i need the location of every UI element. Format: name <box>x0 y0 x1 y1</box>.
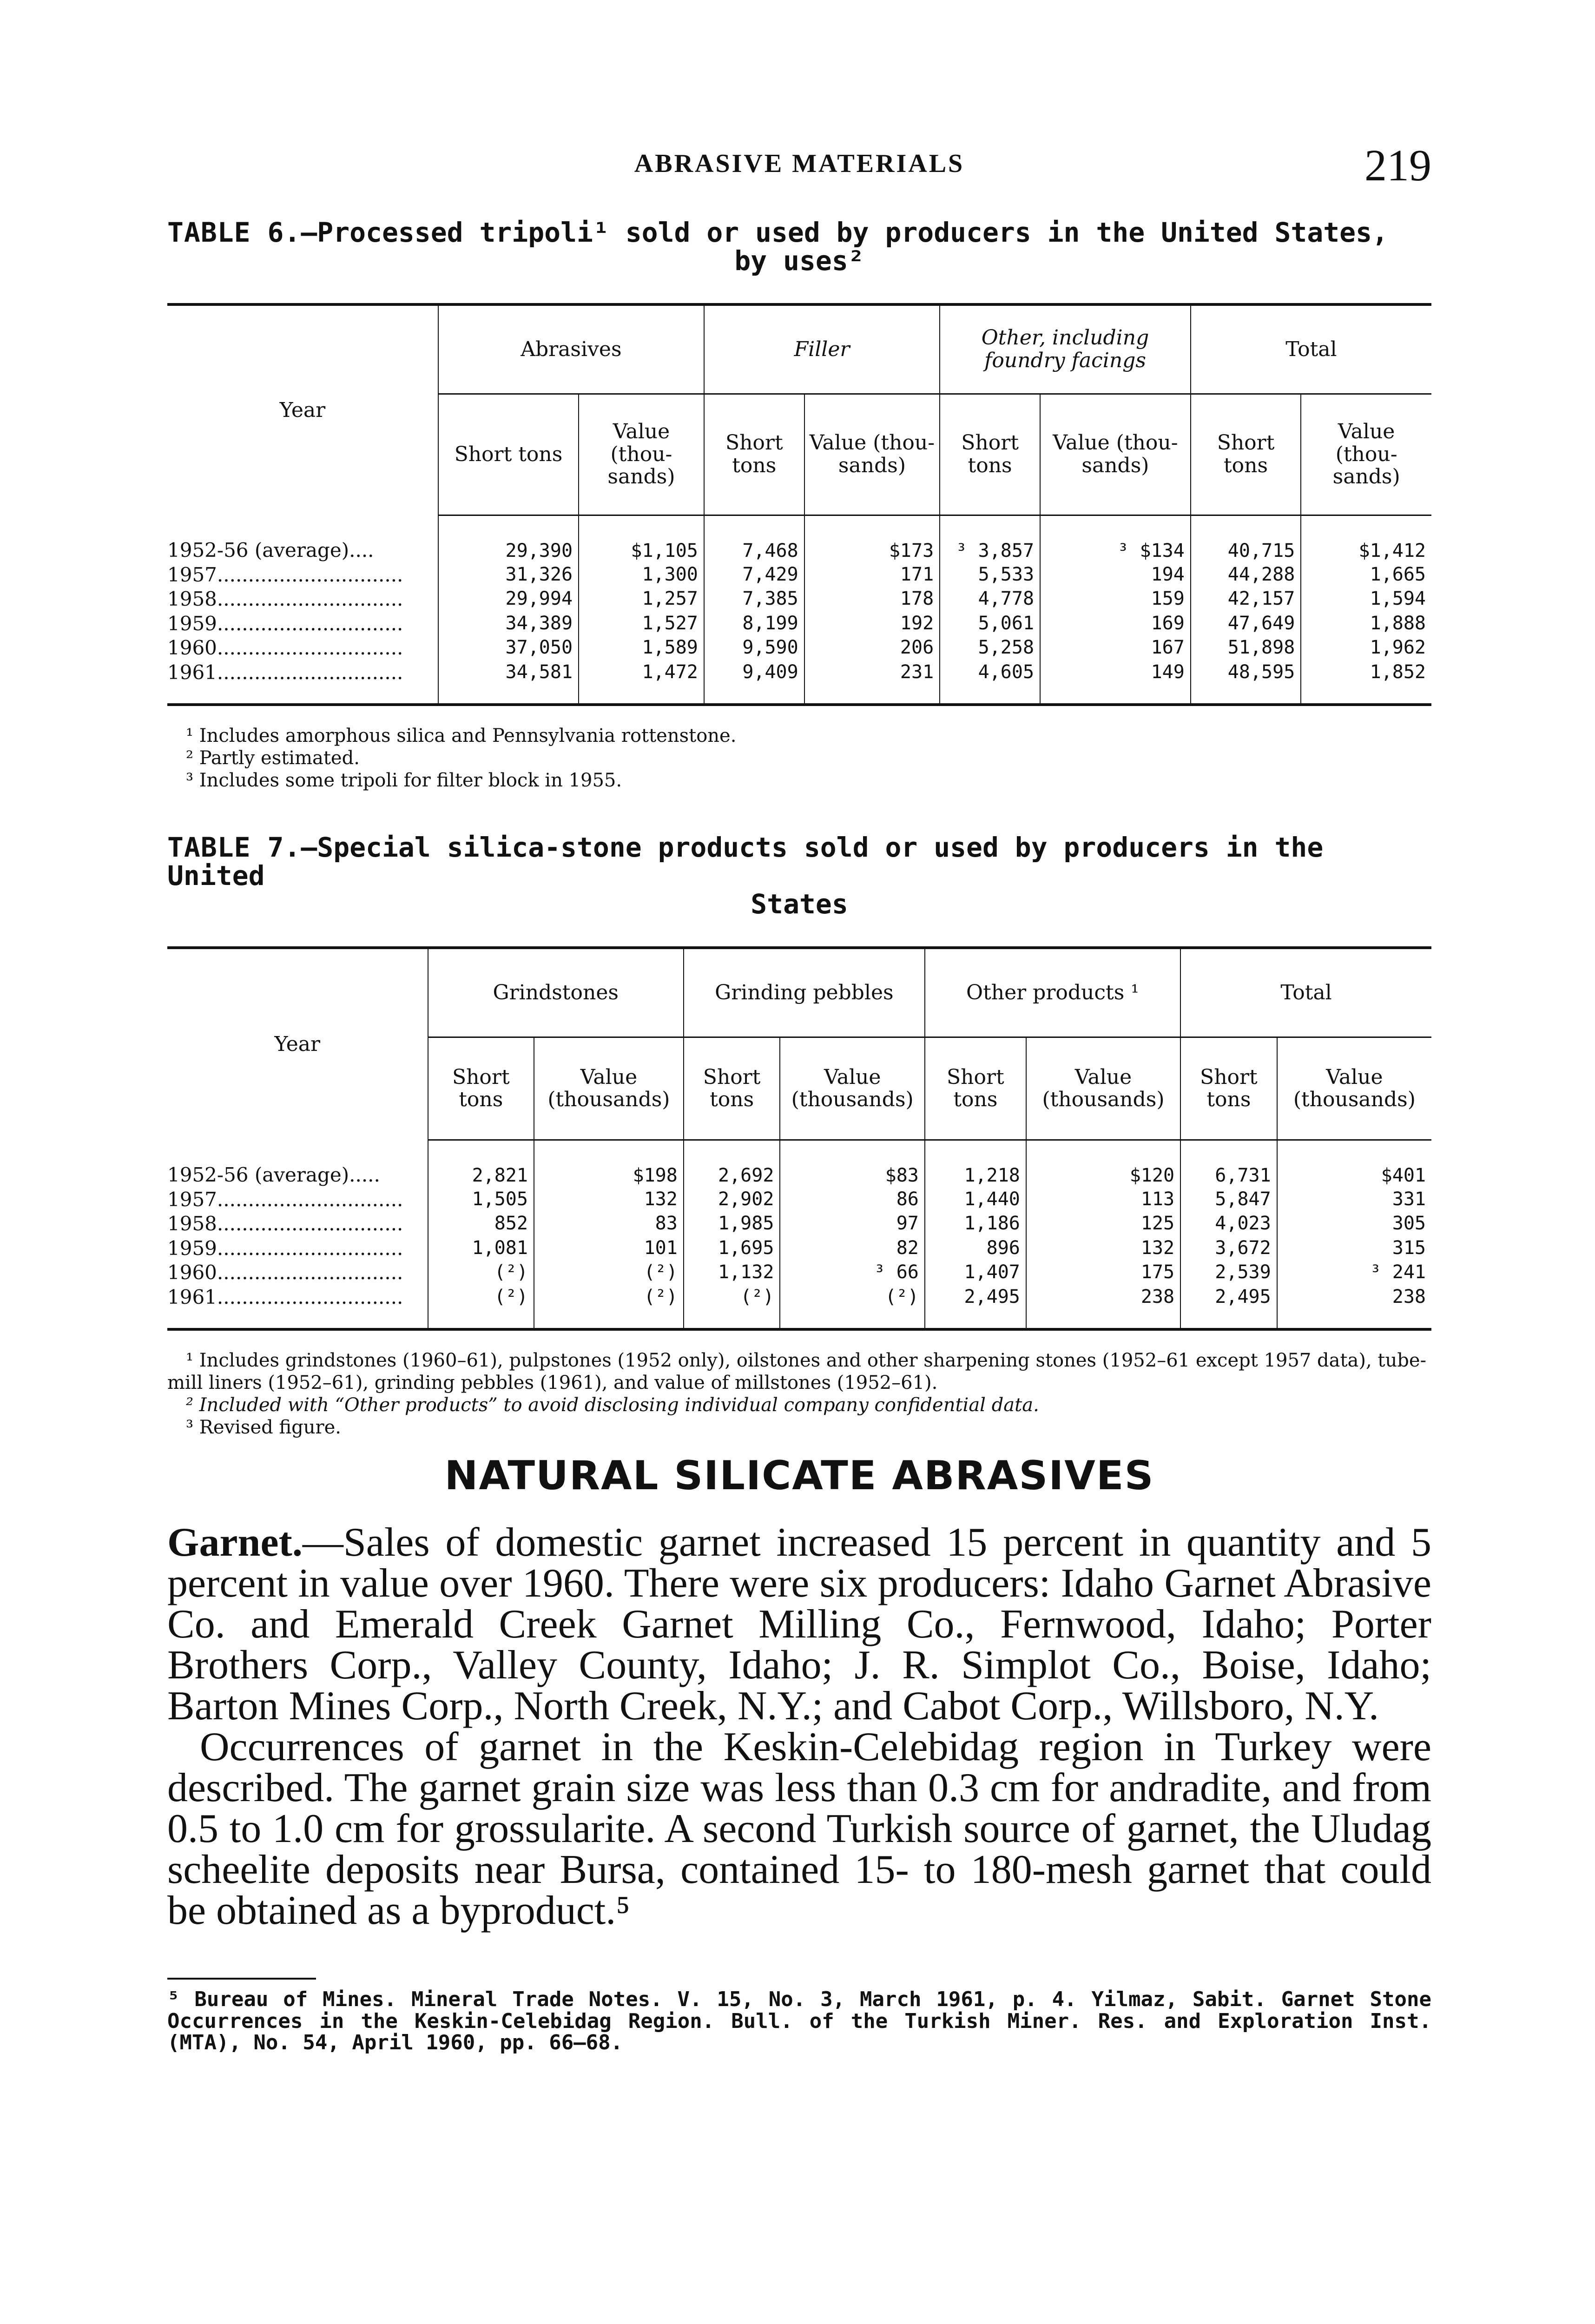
table-row <box>167 1212 1431 1236</box>
table7-sub-value: Value (thousands) <box>780 1037 924 1140</box>
table-cell: 1,505 <box>428 1188 534 1212</box>
table7-year-header: Year <box>167 948 428 1140</box>
table-cell: 171 <box>804 563 940 588</box>
table-cell: 47,649 <box>1191 612 1301 636</box>
table-cell: 159 <box>1040 587 1191 612</box>
page-number: 219 <box>1364 140 1431 190</box>
table-cell: 5,258 <box>940 636 1040 660</box>
table-cell: 1,218 <box>925 1140 1026 1188</box>
table-cell: 1,440 <box>925 1188 1026 1212</box>
footnote: ¹ Includes amorphous silica and Pennsylvania rottenstone. <box>186 725 737 747</box>
table-cell: 206 <box>804 636 940 660</box>
table-cell: 315 <box>1277 1236 1431 1261</box>
table6-sub-value: Value (thou- sands) <box>1040 394 1191 515</box>
table-cell: 1,589 <box>579 636 704 660</box>
table-cell: 1,472 <box>579 660 704 705</box>
page <box>167 139 1431 2053</box>
table7-title-line1: —Special silica-stone products sold or used by producers in the United <box>167 832 1324 892</box>
table-cell: 2,539 <box>1180 1261 1277 1285</box>
table-cell: 125 <box>1026 1212 1180 1236</box>
table-cell: 2,495 <box>1180 1285 1277 1330</box>
table-cell: 2,692 <box>684 1140 780 1188</box>
table-cell: 44,288 <box>1191 563 1301 588</box>
table-cell-year: 1959.............................. <box>167 1236 403 1260</box>
body-text <box>167 1520 1431 1934</box>
table-cell: 42,157 <box>1191 587 1301 612</box>
table-cell-year: 1960.............................. <box>167 636 403 660</box>
table-cell: 132 <box>534 1188 684 1212</box>
table-cell: 83 <box>534 1212 684 1236</box>
table-cell: 7,429 <box>704 563 804 588</box>
table-cell: 5,533 <box>940 563 1040 588</box>
table-cell: 4,605 <box>940 660 1040 705</box>
table-cell: $173 <box>804 515 940 563</box>
table-cell: 31,326 <box>438 563 579 588</box>
table-row <box>167 612 1431 636</box>
table-cell: 1,852 <box>1301 660 1431 705</box>
table6-footnotes <box>167 725 1431 792</box>
table-cell-year: 1961.............................. <box>167 660 438 705</box>
table7-label: TABLE 7. <box>167 832 301 864</box>
table-cell: $1,412 <box>1301 515 1431 563</box>
table7-sub-value: Value (thousands) <box>534 1037 684 1140</box>
table7-sub-short: Short tons <box>1180 1037 1277 1140</box>
table-cell: 1,962 <box>1301 636 1431 660</box>
table6-group-other: Other, including foundry facings <box>940 304 1191 394</box>
table7-sub-short: Short tons <box>925 1037 1026 1140</box>
table-cell-year: 1958.............................. <box>167 588 403 611</box>
table-cell: (²) <box>780 1285 924 1330</box>
table-cell: 1,594 <box>1301 587 1431 612</box>
table6-group-total: Total <box>1191 304 1431 394</box>
table-cell: 29,390 <box>438 515 579 563</box>
table-cell-year: 1952-56 (average)..... <box>167 1163 380 1187</box>
table-cell: 1,888 <box>1301 612 1431 636</box>
table-cell: 1,527 <box>579 612 704 636</box>
table-cell: 9,409 <box>704 660 804 705</box>
table6-group-filler: Filler <box>704 304 940 394</box>
table-cell-year: 1957.............................. <box>167 1188 403 1211</box>
running-head <box>167 139 1431 205</box>
table7-caption <box>167 833 1431 918</box>
table-cell: 1,407 <box>925 1261 1026 1285</box>
table-cell: 1,186 <box>925 1212 1026 1236</box>
table-cell: 167 <box>1040 636 1191 660</box>
table6-sub-short: Short tons <box>1191 394 1301 515</box>
table-row <box>167 1261 1431 1285</box>
table-cell: 2,821 <box>428 1140 534 1188</box>
table-cell: 149 <box>1040 660 1191 705</box>
table-cell: 192 <box>804 612 940 636</box>
table-cell-year: 1960.............................. <box>167 1261 403 1284</box>
table-cell: (²) <box>428 1261 534 1285</box>
table6 <box>167 303 1431 706</box>
table6-sub-value: Value (thou- sands) <box>1301 394 1431 515</box>
table6-title-line1: —Processed tripoli¹ sold or used by producers in the United States, <box>301 217 1388 248</box>
table-cell-year: 1952-56 (average).... <box>167 539 374 562</box>
table7-sub-value: Value (thousands) <box>1277 1037 1431 1140</box>
paragraph-garnet <box>167 1522 1431 1727</box>
table7-title-line2: States <box>751 888 848 920</box>
table-cell: (²) <box>534 1261 684 1285</box>
table-cell: 51,898 <box>1191 636 1301 660</box>
table6-sub-short: Short tons <box>940 394 1040 515</box>
table-cell: 1,132 <box>684 1261 780 1285</box>
footnote: ³ Revised figure. <box>186 1417 342 1439</box>
table6-sub-short: Short tons <box>438 394 579 515</box>
table-cell: ³ $134 <box>1040 515 1191 563</box>
table-row <box>167 660 1431 705</box>
table-cell: $1,105 <box>579 515 704 563</box>
table7-group-total: Total <box>1180 948 1431 1037</box>
table-cell: ³ 66 <box>780 1261 924 1285</box>
table-row <box>167 587 1431 612</box>
table-cell-year: 1958.............................. <box>167 1212 403 1235</box>
table7-group-other-products: Other products ¹ <box>925 948 1180 1037</box>
section-heading: NATURAL SILICATE ABRASIVES <box>444 1452 1154 1499</box>
table-cell: 9,590 <box>704 636 804 660</box>
table-cell: 1,985 <box>684 1212 780 1236</box>
table-cell: 169 <box>1040 612 1191 636</box>
running-title: ABRASIVE MATERIALS <box>634 149 965 178</box>
table-cell: (²) <box>428 1285 534 1330</box>
table-cell: ³ 3,857 <box>940 515 1040 563</box>
table-cell: 97 <box>780 1212 924 1236</box>
table-row <box>167 636 1431 660</box>
table-cell: 2,902 <box>684 1188 780 1212</box>
table-cell: 48,595 <box>1191 660 1301 705</box>
table7-sub-short: Short tons <box>428 1037 534 1140</box>
table-cell: 29,994 <box>438 587 579 612</box>
table-cell: 113 <box>1026 1188 1180 1212</box>
table-cell: $120 <box>1026 1140 1180 1188</box>
table-cell-year: 1957.............................. <box>167 563 403 586</box>
table-row <box>167 1236 1431 1261</box>
table-cell: 7,385 <box>704 587 804 612</box>
table-cell: 1,665 <box>1301 563 1431 588</box>
table-cell: $401 <box>1277 1140 1431 1188</box>
table-cell: $83 <box>780 1140 924 1188</box>
table-cell: 1,081 <box>428 1236 534 1261</box>
table-cell: (²) <box>684 1285 780 1330</box>
table-cell: 4,778 <box>940 587 1040 612</box>
page-footnote <box>167 1964 1431 2053</box>
table-cell: 5,061 <box>940 612 1040 636</box>
runin-heading: Garnet. <box>167 1520 303 1565</box>
table6-year-header: Year <box>167 304 438 515</box>
table-cell: $198 <box>534 1140 684 1188</box>
table-cell: 852 <box>428 1212 534 1236</box>
table-row <box>167 563 1431 588</box>
table-cell: 8,199 <box>704 612 804 636</box>
table-row <box>167 1140 1431 1188</box>
paragraph-text: —Sales of domestic garnet increased 15 percent in quantity and 5 percent in value over 1960. There were six producers: Idaho Garnet Abrasive Co. and Emerald Creek Garnet Milling Co., Fernwood, Idaho; Porter Brothers Corp., Valley County, Idaho; J. R. Simplot Co., Boise, Idaho; Barton Mines Corp., North Creek, N.Y.; and Cabot Corp., Willsboro, N.Y. <box>167 1520 1431 1729</box>
table-cell: 82 <box>780 1236 924 1261</box>
table6-title-line2: by uses² <box>734 244 864 277</box>
table7-footnotes <box>167 1349 1431 1439</box>
table-cell: 178 <box>804 587 940 612</box>
table6-sub-value: Value (thou- sands) <box>804 394 940 515</box>
footnote: ³ Includes some tripoli for filter block in 1955. <box>186 770 622 792</box>
table-row <box>167 515 1431 563</box>
table-cell: 896 <box>925 1236 1026 1261</box>
table-cell: 1,257 <box>579 587 704 612</box>
table-cell: 194 <box>1040 563 1191 588</box>
table-cell: 331 <box>1277 1188 1431 1212</box>
table-cell: (²) <box>534 1285 684 1330</box>
table-cell: 101 <box>534 1236 684 1261</box>
table-cell: 4,023 <box>1180 1212 1277 1236</box>
table6-group-abrasives: Abrasives <box>438 304 704 394</box>
table-cell: 132 <box>1026 1236 1180 1261</box>
table-cell: 238 <box>1026 1285 1180 1330</box>
table6-label: TABLE 6. <box>167 217 301 248</box>
table-row <box>167 1188 1431 1212</box>
table-row <box>167 1285 1431 1330</box>
table6-sub-short: Short tons <box>704 394 804 515</box>
table6-sub-value: Value (thou- sands) <box>579 394 704 515</box>
footnote: ² Partly estimated. <box>186 747 360 769</box>
paragraph-occurrences: Occurrences of garnet in the Keskin-Celebidag region in Turkey were described. The garnet grain size was less than 0.3 cm for andradite, and from 0.5 to 1.0 cm for grossularite. A second Turkish source of garnet, the Uludag scheelite deposits near Bursa, contained 15- to 180-mesh garnet that could be obtained as a byproduct.⁵ <box>167 1724 1431 1934</box>
table-cell: 3,672 <box>1180 1236 1277 1261</box>
table-cell: ³ 241 <box>1277 1261 1431 1285</box>
table-cell: 86 <box>780 1188 924 1212</box>
table7-sub-short: Short tons <box>684 1037 780 1140</box>
table-cell: 34,389 <box>438 612 579 636</box>
table-cell-year: 1961.............................. <box>167 1285 428 1330</box>
table-cell: 175 <box>1026 1261 1180 1285</box>
table-cell: 37,050 <box>438 636 579 660</box>
table-cell: 305 <box>1277 1212 1431 1236</box>
table-cell: 6,731 <box>1180 1140 1277 1188</box>
table-cell: 1,695 <box>684 1236 780 1261</box>
footnote-5: ⁵ Bureau of Mines. Mineral Trade Notes. V. 15, No. 3, March 1961, p. 4. Yilmaz, Sabit. Garnet Stone Occurrences in the Keskin-Celebidag Region. Bull. of the Turkish Miner. Res. and Exploration Inst. (MTA), No. 54, April 1960, pp. 66–68. <box>167 1987 1431 2054</box>
table7-group-grindstones: Grindstones <box>428 948 684 1037</box>
table6-caption <box>167 218 1431 275</box>
table7-sub-value: Value (thousands) <box>1026 1037 1180 1140</box>
table-cell: 5,847 <box>1180 1188 1277 1212</box>
footnote: ¹ Includes grindstones (1960–61), pulpstones (1952 only), oilstones and other sharpening stones (1952–61 except 1957 data), tube-mill liners (1952–61), grinding pebbles (1961), and value of millstones (1952–61). <box>167 1350 1427 1394</box>
footnote: ² Included with “Other products” to avoid disclosing individual company confidential data. <box>186 1394 1039 1416</box>
table-cell: 34,581 <box>438 660 579 705</box>
table-cell: 1,300 <box>579 563 704 588</box>
table-cell: 238 <box>1277 1285 1431 1330</box>
table7 <box>167 946 1431 1331</box>
table-cell: 231 <box>804 660 940 705</box>
table-cell: 2,495 <box>925 1285 1026 1330</box>
table7-group-grinding-pebbles: Grinding pebbles <box>684 948 925 1037</box>
table-cell: 7,468 <box>704 515 804 563</box>
table-cell: 40,715 <box>1191 515 1301 563</box>
table-cell-year: 1959.............................. <box>167 612 403 635</box>
